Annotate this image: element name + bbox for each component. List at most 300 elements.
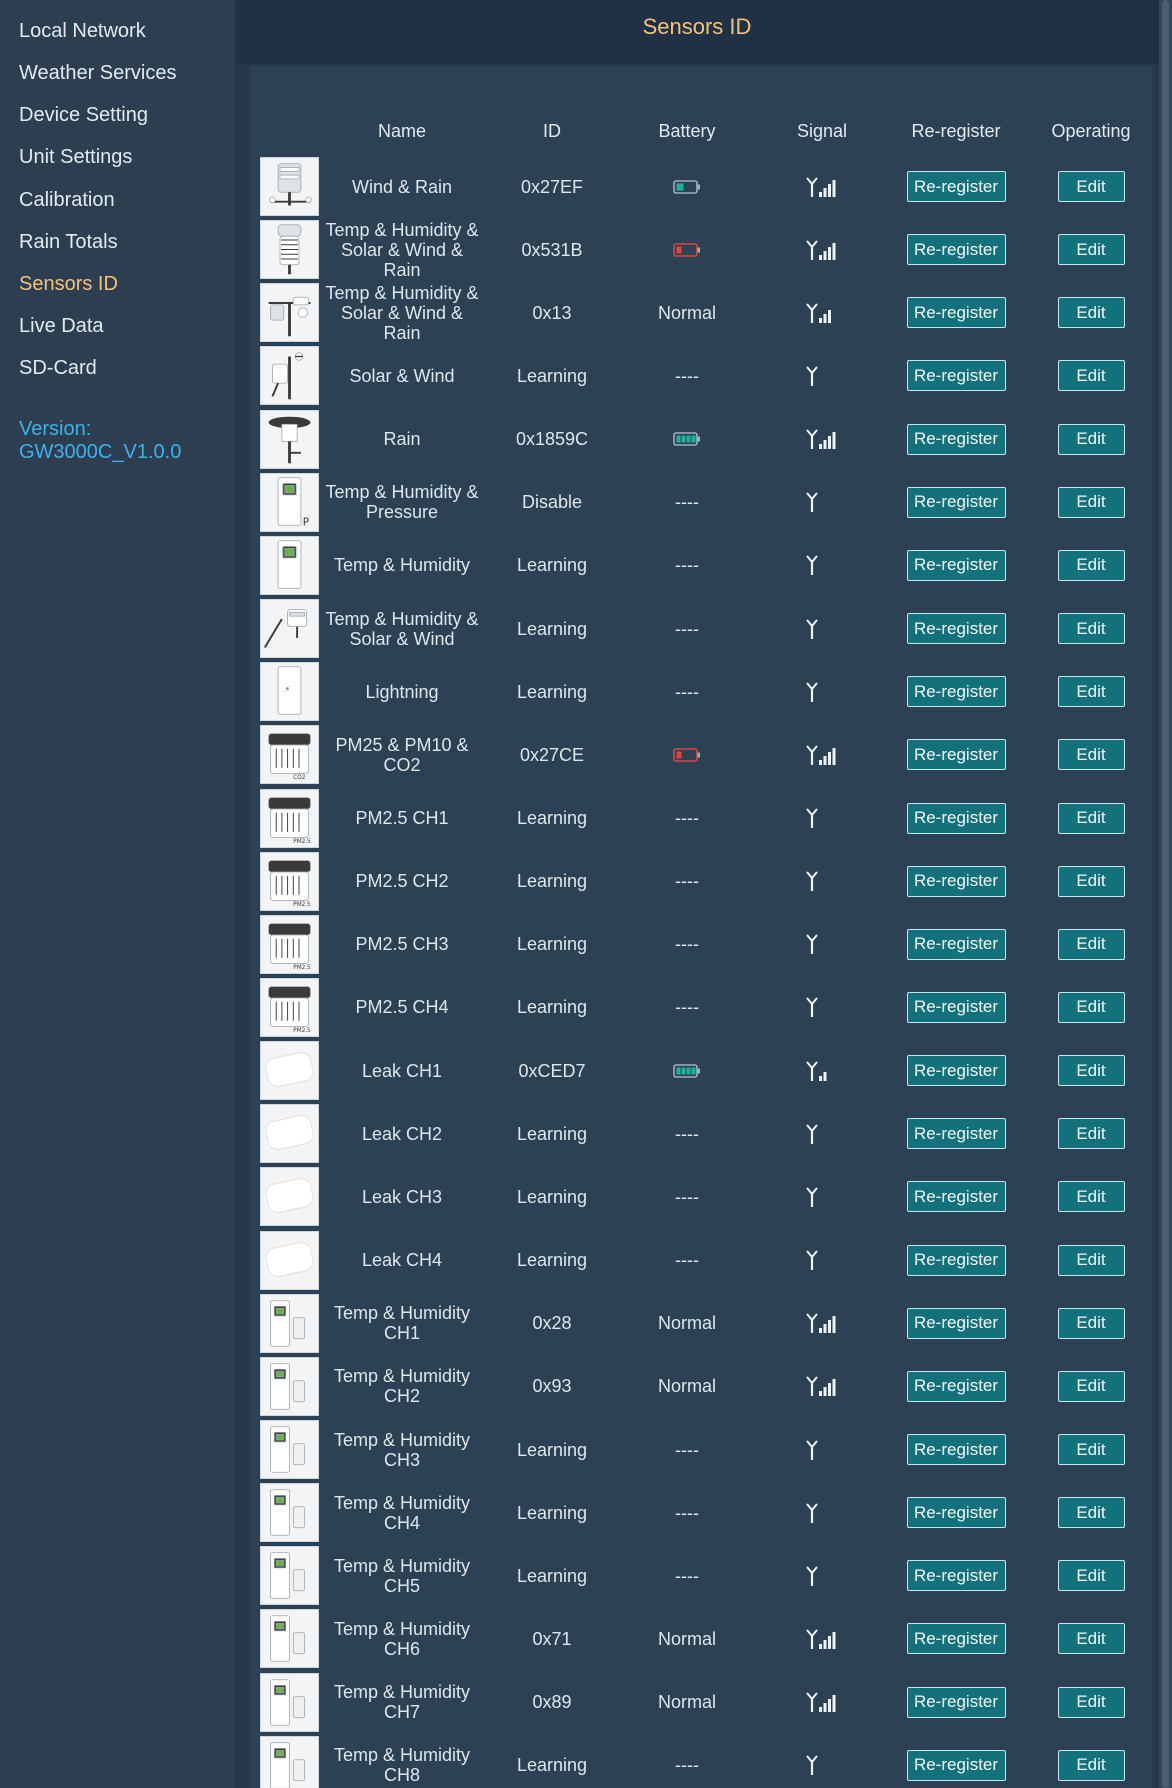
thp-sensor-image xyxy=(260,473,319,532)
re-register-button[interactable]: Re-register xyxy=(907,1434,1006,1465)
sensor-row xyxy=(0,1039,1159,1102)
sidebar-item-weather-services[interactable]: Weather Services xyxy=(19,62,177,84)
sidebar-item-sd-card[interactable]: SD-Card xyxy=(19,357,97,379)
battery-cell xyxy=(627,408,747,471)
sensor-id: Learning xyxy=(516,1755,588,1776)
re-register-button[interactable]: Re-register xyxy=(907,1750,1006,1781)
sensor-row xyxy=(0,976,1159,1039)
re-register-button[interactable]: Re-register xyxy=(907,613,1006,644)
battery-status: Normal xyxy=(657,302,716,323)
svg-text:CO2: CO2 xyxy=(293,775,306,782)
reregister-cell xyxy=(895,660,1017,723)
sidebar-item-device-setting[interactable]: Device Setting xyxy=(19,104,148,126)
battery-status: ---- xyxy=(675,871,699,892)
sensor-id: 0x28 xyxy=(532,1313,572,1334)
sensor-id: 0x13 xyxy=(532,302,572,323)
reregister-cell xyxy=(895,1292,1017,1355)
battery-cell xyxy=(627,534,747,597)
reregister-cell xyxy=(895,1544,1017,1607)
sensor-id: Learning xyxy=(516,871,588,892)
th-channel-sensor-image xyxy=(260,1483,319,1542)
battery-cell xyxy=(627,218,747,281)
sensor-row xyxy=(0,534,1159,597)
battery-cell xyxy=(627,660,747,723)
battery-cell xyxy=(627,1418,747,1481)
th-channel-sensor-image xyxy=(260,1546,319,1605)
sensor-row xyxy=(0,1292,1159,1355)
sensor-name: Temp & Humidity & Solar & Wind & Rain xyxy=(325,219,479,280)
battery-cell xyxy=(627,787,747,850)
sidebar-item-sensors-id[interactable]: Sensors ID xyxy=(19,273,118,295)
edit-button[interactable]: Edit xyxy=(1058,1371,1125,1402)
sensor-name: Solar & Wind xyxy=(349,365,455,386)
sensor-name: Temp & Humidity & Solar & Wind & Rain xyxy=(325,282,479,343)
sensor-name: PM2.5 CH3 xyxy=(355,934,449,955)
edit-button[interactable]: Edit xyxy=(1058,1497,1125,1528)
sensor-name: PM2.5 CH1 xyxy=(355,808,449,828)
battery-status: ---- xyxy=(675,1502,699,1523)
pm25-sensor-image xyxy=(260,915,319,974)
weather-station-array-image xyxy=(260,283,319,342)
sensor-row xyxy=(0,1481,1159,1544)
reregister-cell xyxy=(895,1671,1017,1734)
battery-cell xyxy=(627,850,747,913)
edit-button[interactable]: Edit xyxy=(1058,1308,1125,1339)
battery-cell xyxy=(627,723,747,786)
sensor-id: Learning xyxy=(516,365,588,386)
operating-cell xyxy=(1040,281,1142,344)
reregister-cell xyxy=(895,471,1017,534)
operating-cell xyxy=(1040,1039,1142,1102)
edit-button[interactable]: Edit xyxy=(1058,1181,1125,1212)
edit-button[interactable]: Edit xyxy=(1058,234,1125,265)
sensor-row xyxy=(0,1355,1159,1418)
signal-strength-icon xyxy=(806,1375,838,1397)
operating-cell xyxy=(1040,1229,1142,1292)
signal-strength-icon xyxy=(806,365,838,387)
sensor-id: Learning xyxy=(516,1250,588,1271)
battery-cell xyxy=(627,976,747,1039)
signal-strength-icon xyxy=(806,618,838,640)
svg-text:PM2.5: PM2.5 xyxy=(293,964,311,971)
battery-status: ---- xyxy=(675,365,699,386)
signal-strength-icon xyxy=(806,302,838,324)
sensor-name: Leak CH3 xyxy=(361,1186,443,1207)
re-register-button[interactable]: Re-register xyxy=(907,929,1006,960)
signal-strength-icon xyxy=(806,996,838,1018)
reregister-cell xyxy=(895,1355,1017,1418)
sensor-name: Leak CH2 xyxy=(361,1123,443,1144)
sensor-name: PM2.5 CH2 xyxy=(355,871,449,892)
signal-cell xyxy=(772,155,872,218)
svg-text:P: P xyxy=(302,516,310,529)
edit-button[interactable]: Edit xyxy=(1058,1687,1125,1718)
leak-sensor-image xyxy=(260,1041,319,1100)
sensor-name: Leak CH4 xyxy=(361,1250,443,1271)
battery-cell xyxy=(627,1102,747,1165)
operating-cell xyxy=(1040,1418,1142,1481)
edit-button[interactable]: Edit xyxy=(1058,1750,1125,1781)
re-register-button[interactable]: Re-register xyxy=(907,234,1006,265)
signal-strength-icon xyxy=(806,491,838,513)
reregister-cell xyxy=(895,155,1017,218)
re-register-button[interactable]: Re-register xyxy=(907,1687,1006,1718)
operating-cell xyxy=(1040,1671,1142,1734)
sensor-name: Temp & Humidity CH6 xyxy=(333,1618,471,1659)
battery-status: ---- xyxy=(675,1250,699,1271)
operating-cell xyxy=(1040,218,1142,281)
edit-button[interactable]: Edit xyxy=(1058,550,1125,581)
edit-button[interactable]: Edit xyxy=(1058,1560,1125,1591)
signal-strength-icon xyxy=(806,681,838,703)
svg-text:PM2.5: PM2.5 xyxy=(293,1028,311,1035)
operating-cell xyxy=(1040,1607,1142,1670)
edit-button[interactable]: Edit xyxy=(1058,866,1125,897)
signal-cell xyxy=(772,1607,872,1670)
sensor-name: Lightning xyxy=(365,681,439,702)
signal-strength-icon xyxy=(806,1186,838,1208)
operating-cell xyxy=(1040,1102,1142,1165)
signal-strength-icon xyxy=(806,1312,838,1334)
battery-cell xyxy=(627,1229,747,1292)
signal-cell xyxy=(772,976,872,1039)
edit-button[interactable]: Edit xyxy=(1058,1118,1125,1149)
svg-text:PM2.5: PM2.5 xyxy=(293,838,311,845)
battery-status: Normal xyxy=(657,1376,716,1397)
signal-strength-icon xyxy=(806,933,838,955)
battery-status: ---- xyxy=(675,1565,699,1586)
sensor-row xyxy=(0,1229,1159,1292)
signal-strength-icon xyxy=(806,744,838,766)
edit-button[interactable]: Edit xyxy=(1058,992,1125,1023)
operating-cell xyxy=(1040,408,1142,471)
sensor-id: Learning xyxy=(516,1565,588,1586)
reregister-cell xyxy=(895,218,1017,281)
signal-cell xyxy=(772,850,872,913)
signal-strength-icon xyxy=(806,1691,838,1713)
battery-cell xyxy=(627,1607,747,1670)
edit-button[interactable]: Edit xyxy=(1058,1245,1125,1276)
sensor-name: Temp & Humidity CH8 xyxy=(333,1745,471,1786)
edit-button[interactable]: Edit xyxy=(1058,424,1125,455)
sensor-name: Temp & Humidity & Pressure xyxy=(325,482,479,523)
battery-cell xyxy=(627,1671,747,1734)
th-channel-sensor-image xyxy=(260,1673,319,1732)
battery-cell xyxy=(627,1481,747,1544)
signal-cell xyxy=(772,1418,872,1481)
operating-cell xyxy=(1040,344,1142,407)
battery-cell xyxy=(627,913,747,976)
sensor-id: 0x27EF xyxy=(520,176,584,197)
signal-cell xyxy=(772,1039,872,1102)
re-register-button[interactable]: Re-register xyxy=(907,1560,1006,1591)
battery-cell xyxy=(627,471,747,534)
battery-status: ---- xyxy=(675,1123,699,1144)
scrollbar-thumb[interactable] xyxy=(1162,0,1169,1788)
re-register-button[interactable]: Re-register xyxy=(907,171,1006,202)
edit-button[interactable]: Edit xyxy=(1058,803,1125,834)
sensor-id: Learning xyxy=(516,618,588,639)
sensor-name: Temp & Humidity CH2 xyxy=(333,1366,471,1407)
signal-cell xyxy=(772,1671,872,1734)
operating-cell xyxy=(1040,534,1142,597)
re-register-button[interactable]: Re-register xyxy=(907,487,1006,518)
battery-empty-icon xyxy=(673,242,701,258)
signal-strength-icon xyxy=(806,554,838,576)
battery-cell xyxy=(627,344,747,407)
column-header-battery: Battery xyxy=(658,121,716,141)
sensor-row xyxy=(0,344,1159,407)
re-register-button[interactable]: Re-register xyxy=(907,1308,1006,1339)
sensor-id: Learning xyxy=(516,681,588,702)
operating-cell xyxy=(1040,976,1142,1039)
signal-strength-icon xyxy=(806,1060,838,1082)
battery-cell xyxy=(627,1039,747,1102)
battery-status: ---- xyxy=(675,1439,699,1460)
battery-empty-icon xyxy=(673,747,701,763)
re-register-button[interactable]: Re-register xyxy=(907,1623,1006,1654)
signal-cell xyxy=(772,723,872,786)
vertical-scrollbar[interactable] xyxy=(1159,0,1172,1788)
sensor-row xyxy=(0,408,1159,471)
battery-cell xyxy=(627,1355,747,1418)
signal-cell xyxy=(772,1544,872,1607)
operating-cell xyxy=(1040,1481,1142,1544)
signal-strength-icon xyxy=(806,239,838,261)
operating-cell xyxy=(1040,1544,1142,1607)
sidebar-item-rain-totals[interactable]: Rain Totals xyxy=(19,231,118,253)
edit-button[interactable]: Edit xyxy=(1058,297,1125,328)
operating-cell xyxy=(1040,471,1142,534)
sensor-name: Rain xyxy=(383,429,421,450)
re-register-button[interactable]: Re-register xyxy=(907,1371,1006,1402)
air-quality-sensor-image xyxy=(260,725,319,784)
sensor-id: 0x89 xyxy=(532,1692,572,1713)
sensor-id: Learning xyxy=(516,997,588,1018)
battery-full-icon xyxy=(673,431,701,447)
signal-cell xyxy=(772,660,872,723)
battery-status: Normal xyxy=(657,1692,716,1713)
reregister-cell xyxy=(895,408,1017,471)
edit-button[interactable]: Edit xyxy=(1058,613,1125,644)
signal-strength-icon xyxy=(806,1123,838,1145)
signal-cell xyxy=(772,408,872,471)
sensor-name: Temp & Humidity xyxy=(333,555,471,576)
battery-cell xyxy=(627,1734,747,1788)
solar-wind-sensor-image xyxy=(260,346,319,405)
svg-text:⚡: ⚡ xyxy=(284,684,291,694)
sensor-id: Learning xyxy=(516,1439,588,1460)
reregister-cell xyxy=(895,534,1017,597)
edit-button[interactable]: Edit xyxy=(1058,487,1125,518)
battery-status: ---- xyxy=(675,681,699,702)
reregister-cell xyxy=(895,913,1017,976)
sensor-id: Learning xyxy=(516,555,588,576)
sensor-name: Temp & Humidity CH3 xyxy=(333,1429,471,1470)
edit-button[interactable]: Edit xyxy=(1058,1055,1125,1086)
re-register-button[interactable]: Re-register xyxy=(907,550,1006,581)
battery-cell xyxy=(627,1292,747,1355)
signal-cell xyxy=(772,1355,872,1418)
sidebar-item-local-network[interactable]: Local Network xyxy=(19,20,146,42)
operating-cell xyxy=(1040,723,1142,786)
wind-rain-sensor-image xyxy=(260,157,319,216)
operating-cell xyxy=(1040,660,1142,723)
signal-cell xyxy=(772,597,872,660)
re-register-button[interactable]: Re-register xyxy=(907,1245,1006,1276)
signal-strength-icon xyxy=(806,1502,838,1524)
sensor-row xyxy=(0,1671,1159,1734)
edit-button[interactable]: Edit xyxy=(1058,929,1125,960)
sidebar-item-live-data[interactable]: Live Data xyxy=(19,315,104,337)
signal-cell xyxy=(772,1292,872,1355)
sensor-row xyxy=(0,155,1159,218)
re-register-button[interactable]: Re-register xyxy=(907,676,1006,707)
sensor-row xyxy=(0,913,1159,976)
column-header-name: Name xyxy=(377,121,426,141)
sensor-name: PM25 & PM10 & CO2 xyxy=(335,734,469,775)
th-channel-sensor-image xyxy=(260,1357,319,1416)
reregister-cell xyxy=(895,1734,1017,1788)
signal-cell xyxy=(772,913,872,976)
column-header-signal: Signal xyxy=(796,121,848,141)
re-register-button[interactable]: Re-register xyxy=(907,360,1006,391)
sensor-name: Temp & Humidity & Solar & Wind xyxy=(325,608,479,649)
re-register-button[interactable]: Re-register xyxy=(907,1118,1006,1149)
sensor-row xyxy=(0,1734,1159,1788)
re-register-button[interactable]: Re-register xyxy=(907,739,1006,770)
reregister-cell xyxy=(895,597,1017,660)
sidebar-item-calibration[interactable]: Calibration xyxy=(19,189,115,211)
edit-button[interactable]: Edit xyxy=(1058,739,1125,770)
sensor-row xyxy=(0,281,1159,344)
operating-cell xyxy=(1040,1165,1142,1228)
signal-strength-icon xyxy=(806,870,838,892)
reregister-cell xyxy=(895,1418,1017,1481)
signal-cell xyxy=(772,1102,872,1165)
reregister-cell xyxy=(895,976,1017,1039)
reregister-cell xyxy=(895,344,1017,407)
th-channel-sensor-image xyxy=(260,1609,319,1668)
battery-status: ---- xyxy=(675,1186,699,1207)
sensor-row xyxy=(0,1544,1159,1607)
battery-status: ---- xyxy=(675,1755,699,1776)
battery-status: ---- xyxy=(675,808,699,828)
pm25-sensor-image xyxy=(260,852,319,911)
column-header-id: ID xyxy=(543,121,561,141)
edit-button[interactable]: Edit xyxy=(1058,1623,1125,1654)
signal-strength-icon xyxy=(806,428,838,450)
svg-text:PM2.5: PM2.5 xyxy=(293,901,311,908)
rain-gauge-image xyxy=(260,410,319,469)
battery-cell xyxy=(627,281,747,344)
battery-status: ---- xyxy=(675,492,699,513)
leak-sensor-image xyxy=(260,1231,319,1290)
sensor-id: 0xCED7 xyxy=(518,1060,586,1081)
re-register-button[interactable]: Re-register xyxy=(907,803,1006,834)
sensor-name: Temp & Humidity CH1 xyxy=(333,1303,471,1344)
signal-cell xyxy=(772,218,872,281)
battery-status: ---- xyxy=(675,555,699,576)
sensor-name: Temp & Humidity CH5 xyxy=(333,1555,471,1596)
column-header-operating: Operating xyxy=(1051,121,1131,141)
sensor-row xyxy=(0,660,1159,723)
battery-status: ---- xyxy=(675,618,699,639)
edit-button[interactable]: Edit xyxy=(1058,676,1125,707)
sensor-row xyxy=(0,723,1159,786)
sensor-id: Learning xyxy=(516,1502,588,1523)
sensor-id: Disable xyxy=(521,492,583,513)
th-channel-sensor-image xyxy=(260,1420,319,1479)
signal-cell xyxy=(772,534,872,597)
sensor-name: Temp & Humidity CH7 xyxy=(333,1682,471,1723)
sensor-name: PM2.5 CH4 xyxy=(355,997,449,1018)
reregister-cell xyxy=(895,1102,1017,1165)
operating-cell xyxy=(1040,597,1142,660)
re-register-button[interactable]: Re-register xyxy=(907,866,1006,897)
edit-button[interactable]: Edit xyxy=(1058,360,1125,391)
version-label: Version: xyxy=(19,418,92,440)
sidebar-item-unit-settings[interactable]: Unit Settings xyxy=(19,146,133,168)
signal-strength-icon xyxy=(806,1628,838,1650)
signal-strength-icon xyxy=(806,1249,838,1271)
signal-strength-icon xyxy=(806,176,838,198)
th-solar-wind-sensor-image xyxy=(260,599,319,658)
re-register-button[interactable]: Re-register xyxy=(907,1181,1006,1212)
signal-strength-icon xyxy=(806,1439,838,1461)
re-register-button[interactable]: Re-register xyxy=(907,1497,1006,1528)
signal-cell xyxy=(772,1165,872,1228)
re-register-button[interactable]: Re-register xyxy=(907,1055,1006,1086)
sensor-row xyxy=(0,1102,1159,1165)
leak-sensor-image xyxy=(260,1167,319,1226)
re-register-button[interactable]: Re-register xyxy=(907,992,1006,1023)
battery-cell xyxy=(627,1544,747,1607)
reregister-cell xyxy=(895,1165,1017,1228)
reregister-cell xyxy=(895,1607,1017,1670)
leak-sensor-image xyxy=(260,1104,319,1163)
sensor-id: Learning xyxy=(516,1186,588,1207)
reregister-cell xyxy=(895,787,1017,850)
reregister-cell xyxy=(895,1481,1017,1544)
operating-cell xyxy=(1040,850,1142,913)
edit-button[interactable]: Edit xyxy=(1058,171,1125,202)
battery-cell xyxy=(627,597,747,660)
version-value: GW3000C_V1.0.0 xyxy=(19,441,182,463)
operating-cell xyxy=(1040,1292,1142,1355)
reregister-cell xyxy=(895,723,1017,786)
reregister-cell xyxy=(895,1039,1017,1102)
edit-button[interactable]: Edit xyxy=(1058,1434,1125,1465)
sensor-id: 0x27CE xyxy=(519,744,585,765)
th-channel-sensor-image xyxy=(260,1294,319,1353)
column-header-reregister: Re-register xyxy=(911,121,1001,141)
re-register-button[interactable]: Re-register xyxy=(907,424,1006,455)
signal-strength-icon xyxy=(806,1565,838,1587)
lightning-sensor-image xyxy=(260,662,319,721)
sensor-row xyxy=(0,850,1159,913)
re-register-button[interactable]: Re-register xyxy=(907,297,1006,328)
reregister-cell xyxy=(895,850,1017,913)
operating-cell xyxy=(1040,913,1142,976)
sensor-id: 0x531B xyxy=(521,239,583,260)
th-channel-sensor-image xyxy=(260,1736,319,1788)
sensor-row xyxy=(0,1607,1159,1670)
sensor-row xyxy=(0,787,1159,850)
battery-status: ---- xyxy=(675,997,699,1018)
sensor-id: Learning xyxy=(516,934,588,955)
battery-status: ---- xyxy=(675,934,699,955)
